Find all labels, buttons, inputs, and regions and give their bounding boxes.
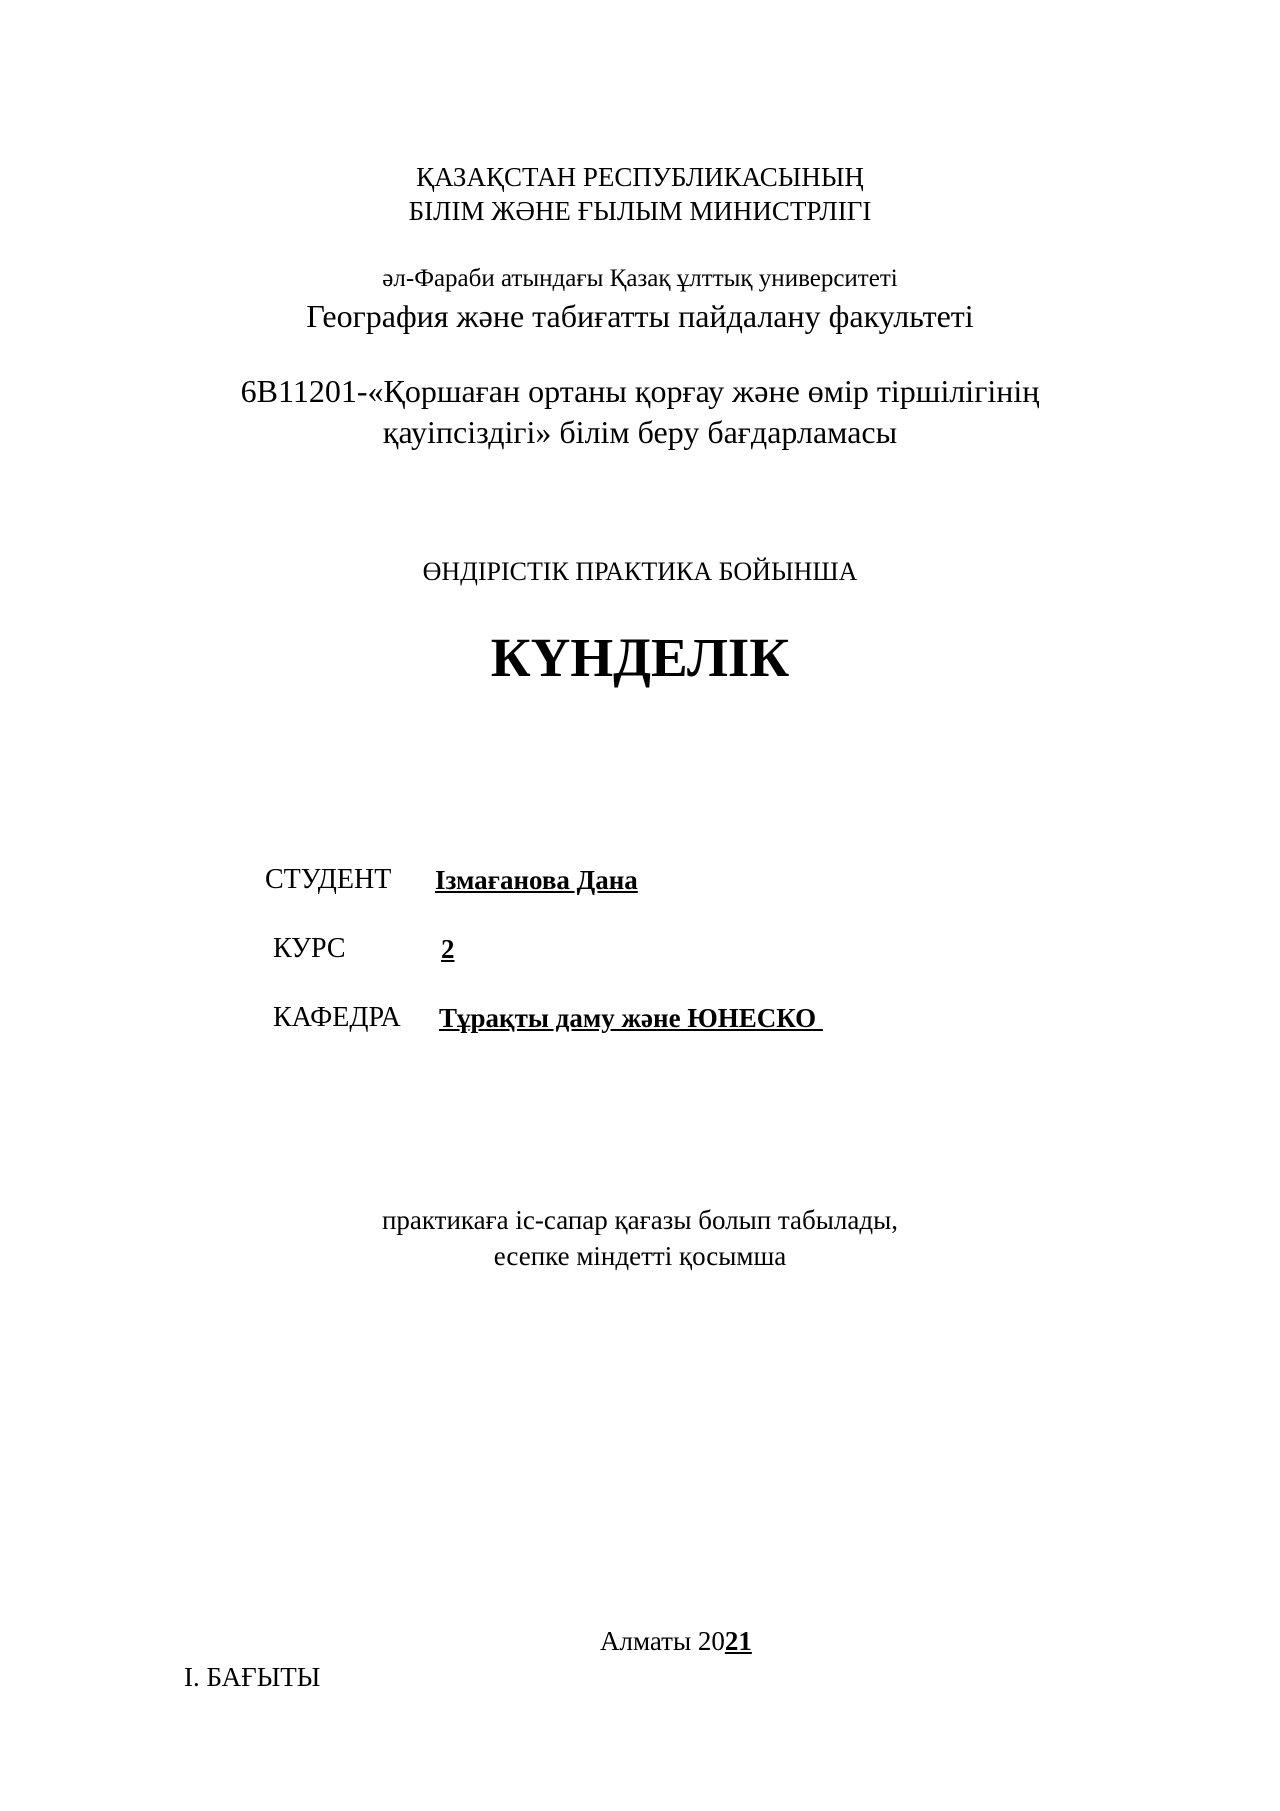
note-line-2: есепке міндетті қосымша [493, 1241, 787, 1271]
department-value: Тұрақты даму және ЮНЕСКО [439, 1003, 823, 1033]
department-label: КАФЕДРА [273, 1002, 401, 1033]
course-label: КУРС [273, 933, 346, 964]
course-value: 2 [441, 934, 455, 964]
student-value: Ізмағанова Дана [435, 865, 638, 895]
note-line-1: практикаға іс-сапар қағазы болып табылады, [381, 1205, 899, 1235]
section-heading: I. БАҒЫТЫ [184, 1662, 321, 1692]
university-name: әл-Фараби атындағы Қазақ ұлттық университеті [382, 265, 898, 292]
document-title: КҮНДЕЛІК [490, 627, 790, 688]
faculty-name: География және табиғатты пайдалану факультеті [306, 298, 974, 334]
program-line-1: 6В11201-«Қоршаған ортаны қорғау және өмір тіршілігінің [240, 373, 1040, 409]
student-label: СТУДЕНТ [265, 864, 392, 895]
ministry-line-2: БІЛІМ ЖӘНЕ ҒЫЛЫМ МИНИСТРЛІГІ [408, 196, 872, 226]
city-year [600, 1624, 752, 1658]
ministry-line-1: ҚАЗАҚСТАН РЕСПУБЛИКАСЫНЫҢ [416, 162, 864, 192]
education-program [0, 371, 1280, 453]
year-suffix: 21 [724, 1626, 752, 1656]
program-line-2: қауіпсіздігі» білім беру бағдарламасы [382, 414, 898, 450]
ministry-header [0, 160, 1280, 228]
note-text [0, 1202, 1280, 1274]
practice-subtitle: ӨНДІРІСТІК ПРАКТИКА БОЙЫНША [422, 557, 858, 586]
city-year-prefix: Алматы 20 [600, 1626, 725, 1656]
